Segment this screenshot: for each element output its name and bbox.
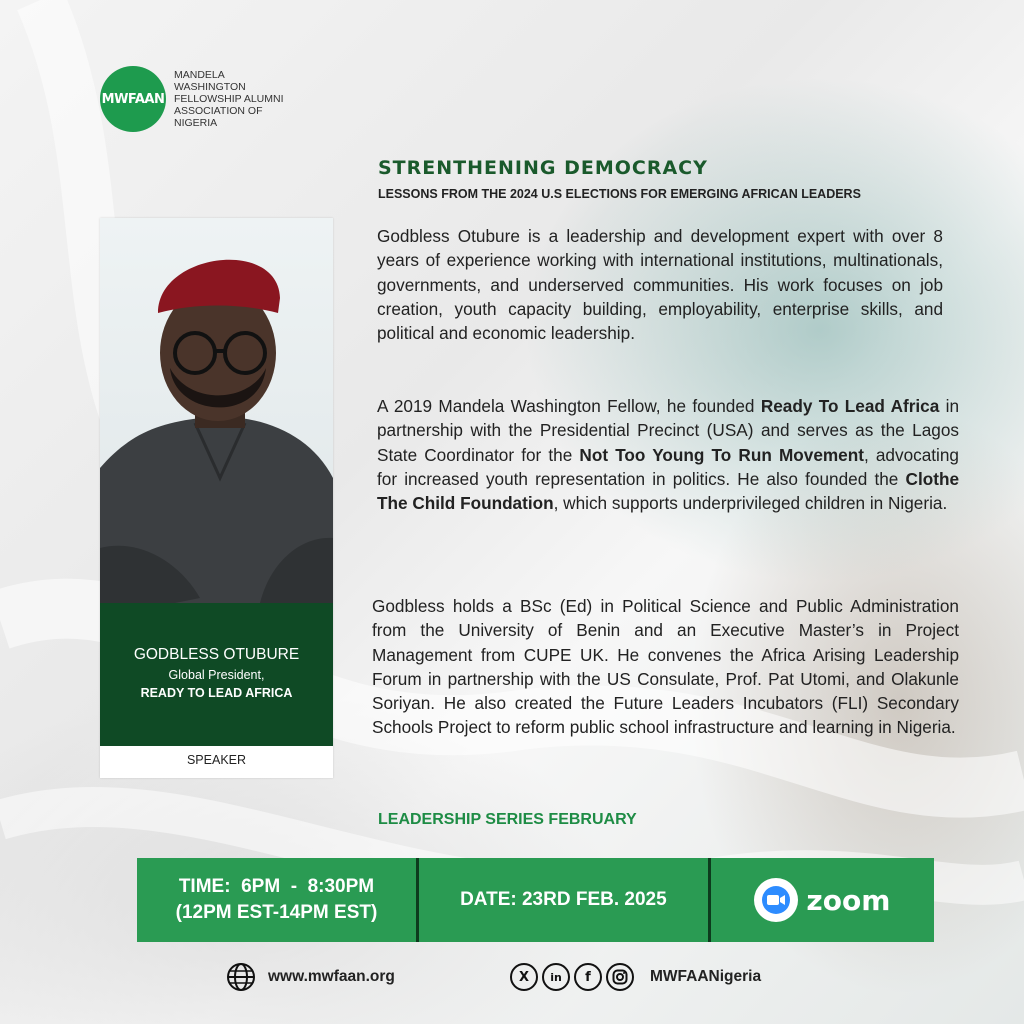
organization-logo xyxy=(100,66,294,132)
speaker-name: GODBLESS OTUBURE xyxy=(133,646,300,663)
speaker-organization: READY TO LEAD AFRICA xyxy=(140,686,293,700)
bio-highlight: Not Too Young To Run Movement xyxy=(579,444,864,465)
logo-line: WASHINGTON xyxy=(174,81,246,93)
footer-social xyxy=(510,960,761,994)
event-time-est: (12PM EST-14PM EST) xyxy=(175,902,378,923)
logo-line: NIGERIA xyxy=(174,117,218,129)
event-info-bar xyxy=(137,858,934,942)
speaker-portrait-illustration xyxy=(100,218,333,618)
bio-highlight: Clothe The Child Foundation xyxy=(377,468,959,514)
globe-icon xyxy=(226,962,256,992)
event-title: STRENTHENING DEMOCRACY xyxy=(378,157,708,179)
series-label: LEADERSHIP SERIES FEBRUARY xyxy=(378,811,637,828)
speaker-card xyxy=(100,218,333,778)
logo-line: FELLOWSHIP ALUMNI xyxy=(174,93,284,105)
event-time xyxy=(137,858,416,942)
speaker-role: Global President, xyxy=(168,668,265,682)
logo-line: ASSOCIATION OF xyxy=(174,105,263,117)
bio-text: A 2019 Mandela Washington Fellow, he founded xyxy=(377,396,761,416)
logo-line: MANDELA xyxy=(174,69,225,81)
event-subtitle: LESSONS FROM THE 2024 U.S ELECTIONS FOR EMERGING AFRICAN LEADERS xyxy=(378,187,861,201)
footer-website[interactable] xyxy=(226,960,395,994)
speaker-label: SPEAKER xyxy=(186,753,247,767)
instagram-icon[interactable] xyxy=(606,963,634,991)
bio-paragraph-3: Godbless holds a BSc (Ed) in Political Science and Public Administration from the University of Benin and an Executive Master’s in Project Management from CUPE UK. He convenes the Africa Arising Leadership Forum in partnership with the US Consulate, Prof. Pat Utomi, and Olakunle Soriyan. He also created the Future Leaders Incubators (FLI) Secondary Schools Project to reform public school infrastructure and learning in Nigeria. xyxy=(372,596,959,738)
website-link[interactable]: www.mwfaan.org xyxy=(268,968,395,985)
facebook-icon[interactable]: f xyxy=(574,963,602,991)
linkedin-icon[interactable]: in xyxy=(542,963,570,991)
social-handle[interactable]: MWFAANigeria xyxy=(650,968,762,985)
bio-highlight: Ready To Lead Africa xyxy=(760,396,940,416)
event-date: DATE: 23RD FEB. 2025 xyxy=(460,889,667,910)
bio-text: , advocating for increased youth representation in politics. He also founded the xyxy=(377,444,959,489)
zoom-platform xyxy=(711,858,934,942)
event-time-local: TIME: 6PM - 8:30PM xyxy=(178,876,375,897)
speaker-photo xyxy=(100,218,333,618)
zoom-icon xyxy=(754,878,798,922)
logo-text xyxy=(174,69,294,129)
bio-paragraph-1: Godbless Otubure is a leadership and development expert with over 8 years of experience working with international institutions, multinationals, governments, and underserved communities. His work focuses on job creation, youth capacity building, employability, enterprise skills, and political and economic leadership. xyxy=(377,226,943,344)
x-icon[interactable]: X xyxy=(510,963,538,991)
bio-text: in partnership with the Presidential Precinct (USA) and serves as the Lagos State Coordinator for the xyxy=(377,396,959,465)
bio-text: , which supports underprivileged children in Nigeria. xyxy=(553,493,948,514)
logo-badge: MWFAAN xyxy=(100,66,166,132)
zoom-label: zoom xyxy=(806,883,891,917)
bio-paragraph-2 xyxy=(377,394,959,515)
